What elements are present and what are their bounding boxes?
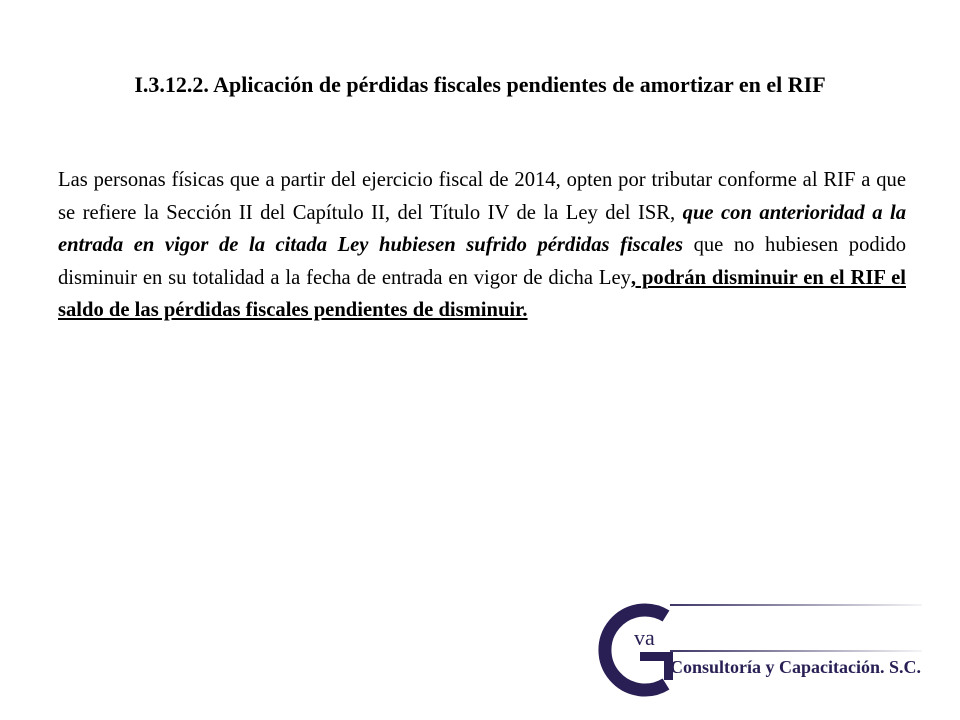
body-text-bold-italic: que con anterioridad a la entrada en vigor de la citada Ley hubiesen sufrido pérdidas fiscales (58, 201, 906, 257)
logo-va-text: va (634, 625, 655, 650)
slide-title: I.3.12.2. Aplicación de pérdidas fiscales pendientes de amortizar en el RIF (134, 72, 826, 97)
logo-company-name: Consultoría y Capacitación. S.C. (670, 657, 922, 677)
body-text-normal-2: que no hubiesen podido disminuir en su totalidad a la fecha de entrada en vigor de dicha Ley (58, 234, 906, 289)
body-text-bold-underlined: , podrán disminuir en el RIF el saldo de las pérdidas fiscales pendientes de disminuir. (58, 266, 906, 322)
body-text-normal-1: Las personas físicas que a partir del ejercicio fiscal de 2014, opten por tributar conforme al RIF a que se refiere la Sección II del Capítulo II, del Título IV de la Ley del ISR, (58, 169, 906, 224)
body-paragraph (58, 164, 906, 327)
company-logo (582, 600, 922, 710)
